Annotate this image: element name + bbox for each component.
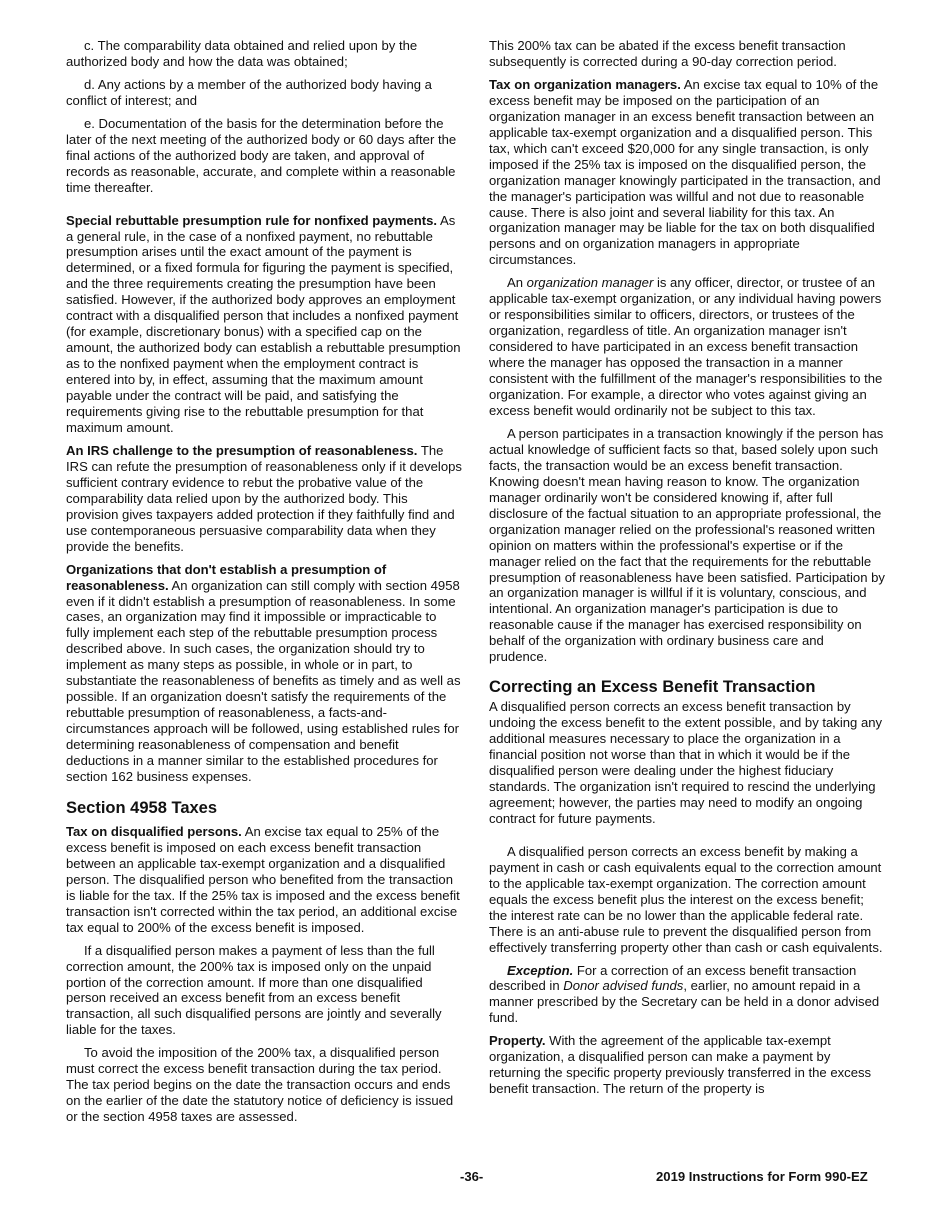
- item-c: c. The comparability data obtained and relied upon by the authorized body and how the data was obtained;: [66, 38, 418, 69]
- nonfixed-body: As a general rule, in the case of a nonfixed payment, no rebuttable presumption arises until the exact amount of the payment is determined, or a fixed formula for figuring the payment is specified, and the three requirements creating the presumption have been satisfied. However, if the authorized body approves an employment contract with a disqualified person that includes a nonfixed payment (for example, discretionary bonus) with a specified cap on the amount, the authorized body can establish a rebuttable presumption as to the nonfixed payment when the employment contract is entered into by, in effect, assuming that the maximum amount payable under the contract will be paid, and satisfying the requirements giving rise to the rebuttable presumption for that maximum amount.: [66, 212, 461, 435]
- property-paragraph: [489, 1033, 885, 1097]
- donor-advised-funds-term: Donor advised funds: [563, 978, 684, 994]
- partial-payment-paragraph: If a disqualified person makes a payment of less than the full correction amount, the 200% tax is imposed only on the unpaid portion of the correction amount. If more than one disqualified person received an excess benefit from an excess benefit transaction, all such disqualified persons are jointly and severally liable for the taxes.: [66, 942, 442, 1038]
- item-e: e. Documentation of the basis for the determination before the later of the next meeting of the authorized body or 60 days after the final actions of the authorized body are taken, and approval of records as reasonable, accurate, and complete within a reasonable time thereafter.: [66, 115, 457, 195]
- irs-challenge-body: The IRS can refute the presumption of reasonableness only if it develops sufficient contrary evidence to rebut the probative value of the comparability data relied upon by the authorized body. This provision gives taxpayers added protection if they faithfully find and use contemporaneous persuasive comparability data when they provide the benefits.: [66, 442, 462, 554]
- form-title: 2019 Instructions for Form 990-EZ: [656, 1169, 868, 1184]
- org-manager-def-pre: An: [507, 275, 527, 291]
- section-4958-heading: Section 4958 Taxes: [66, 798, 218, 817]
- left-column: [66, 38, 462, 1125]
- tax-disqualified-lead: Tax on disqualified persons.: [66, 823, 242, 839]
- exception-post: , earlier, no amount repaid in a manner prescribed by the Secretary can be held in a donor advised fund.: [489, 978, 880, 1026]
- org-no-presumption-lead: Organizations that don't establish a presumption of reasonableness.: [66, 561, 387, 593]
- tax-managers-lead: Tax on organization managers.: [489, 76, 681, 92]
- tax-managers-body: An excise tax equal to 10% of the excess benefit may be imposed on the participation of an organization manager in an excess benefit transaction between an applicable tax-exempt organization and a disqualified person. This tax, which can't exceed $20,000 for any single transaction, is only imposed if the 25% tax is imposed on the disqualified person, the organization manager knowingly participated in the transaction, and the manager's participation was willful and not due to reasonable cause. There is also joint and several liability for this tax. An organization manager may be liable for the tax on both disqualified persons and on organization managers in appropriate circumstances.: [489, 76, 881, 268]
- property-body: With the agreement of the applicable tax-exempt organization, a disqualified person can make a payment by returning the specific property previously transferred in the excess benefit transaction. The return of the property is: [489, 1033, 872, 1097]
- page-number: -36-: [460, 1169, 484, 1184]
- knowingly-paragraph: A person participates in a transaction knowingly if the person has actual knowledge of sufficient facts so that, based solely upon such facts, the transaction would be an excess benefit transaction. Knowing doesn't mean having reason to know. The organization manager ordinarily won't be considered knowing if, after full disclosure of the factual situation to an appropriate professional, the organization manager relied on the professional's reasoned written opinion on matters within the professional's expertise or if the manager relied on the fact that the requirements for the rebuttable presumption of reasonableness have been satisfied. Participation by an organization manager is willful if it is voluntary, conscious, and intentional. An organization manager's participation is due to reasonable cause if the manager has exercised responsibility on behalf of the organization with ordinary business care and prudence.: [489, 425, 885, 665]
- property-lead: Property.: [489, 1033, 546, 1049]
- correcting-paragraph: A disqualified person corrects an excess benefit transaction by undoing the excess benefit to the extent possible, and by taking any additional measures necessary to place the organization in a financial position not worse than that in which it would be if the disqualified person were dealing under the highest fiduciary standards. The organization isn't required to rescind the underlying agreement; however, the parties may need to modify an ongoing contract for future payments.: [489, 699, 883, 826]
- org-manager-definition: [489, 275, 885, 419]
- item-d: d. Any actions by a member of the authorized body having a conflict of interest; and: [66, 76, 432, 108]
- nonfixed-paragraph: [66, 213, 462, 436]
- org-no-presumption-paragraph: [66, 562, 462, 785]
- tax-disqualified-body: An excise tax equal to 25% of the excess benefit is imposed on each excess benefit transaction between an applicable tax-exempt organization and a disqualified person. The disqualified person who benefited from the transaction is liable for the tax. If the 25% tax is imposed and the excess benefit transaction isn't corrected within the tax period, an additional excise tax equal to 200% of the excess benefit is imposed.: [66, 823, 460, 935]
- avoid-tax-paragraph: To avoid the imposition of the 200% tax, a disqualified person must correct the excess benefit transaction during the tax period. The tax period begins on the date the transaction occurs and ends on the earlier of the date the statutory notice of deficiency is issued or the section 4958 taxes are assessed.: [66, 1045, 454, 1125]
- cash-payment-paragraph: A disqualified person corrects an excess benefit by making a payment in cash or cash equivalents equal to the correction amount to the applicable tax-exempt organization. The correction amount equals the excess benefit plus the interest on the excess benefit; the interest rate can be no lower than the applicable federal rate. There is an anti-abuse rule to prevent the disqualified person from effectively transferring property other than cash or cash equivalents.: [489, 843, 883, 955]
- exception-lead: Exception.: [507, 962, 574, 978]
- abated-paragraph: This 200% tax can be abated if the excess benefit transaction subsequently is corrected during a 90-day correction period.: [489, 38, 846, 69]
- exception-paragraph: [489, 963, 885, 1027]
- nonfixed-lead: Special rebuttable presumption rule for nonfixed payments.: [66, 212, 438, 228]
- org-manager-def-post: is any officer, director, or trustee of an applicable tax-exempt organization, or any individual having powers or responsibilities similar to officers, directors, or trustees of the organization, regardless of title. An organization manager isn't considered to have participated in an excess benefit transaction where the manager has opposed the transaction in a manner consistent with the fulfillment of the manager's responsibilities to the organization. For example, a director who votes against giving an excess benefit would ordinarily not be subject to this tax.: [489, 275, 883, 418]
- correcting-heading: Correcting an Excess Benefit Transaction: [489, 678, 816, 697]
- exception-pre: For a correction of an excess benefit transaction described in: [489, 962, 857, 994]
- tax-managers-paragraph: [489, 77, 885, 268]
- org-no-presumption-body: An organization can still comply with section 4958 even if it didn't establish a presumption of reasonableness. In some cases, an organization may find it impossible or impracticable to fully implement each step of the rebuttable presumption process described above. In such cases, the organization should try to implement as many steps as possible, in whole or in part, to substantiate the reasonableness of benefits as timely and as well as possible. If an organization doesn't satisfy the requirements of the rebuttable presumption of reasonableness, a facts-and-circumstances approach will be followed, using established rules for determining reasonableness of compensation and benefit deductions in a manner similar to the established procedures for section 162 business expenses.: [66, 577, 461, 784]
- org-manager-term: organization manager: [526, 275, 654, 291]
- irs-challenge-lead: An IRS challenge to the presumption of reasonableness.: [66, 442, 418, 458]
- irs-challenge-paragraph: [66, 443, 462, 555]
- right-column: [489, 38, 885, 1097]
- tax-disqualified-paragraph: [66, 824, 462, 936]
